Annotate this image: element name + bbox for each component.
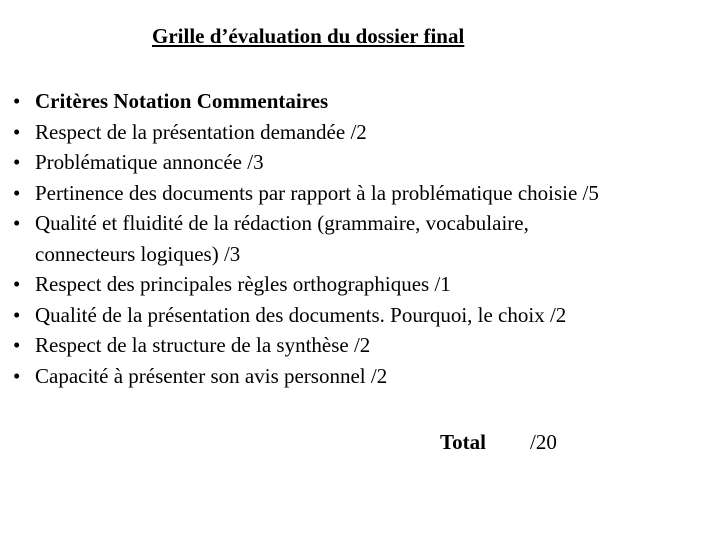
criterion-text-continuation: connecteurs logiques) /3 bbox=[35, 241, 241, 266]
criterion-text: Problématique annoncée /3 bbox=[35, 150, 264, 174]
list-item bbox=[0, 269, 599, 300]
criterion-text: Respect de la structure de la synthèse /2 bbox=[35, 333, 371, 357]
criterion-text: Capacité à présenter son avis personnel /2 bbox=[35, 363, 388, 388]
criteria-list bbox=[0, 86, 599, 391]
bullet-icon: • bbox=[13, 119, 21, 144]
list-item bbox=[0, 178, 599, 209]
total-label: Total bbox=[440, 430, 486, 454]
criterion-text: Qualité de la présentation des documents. Pourquoi, le choix /2 bbox=[35, 302, 567, 327]
list-item-header bbox=[0, 86, 599, 117]
criterion-text: Respect des principales règles orthographiques /1 bbox=[35, 272, 451, 296]
bullet-icon: • bbox=[13, 89, 21, 113]
page-title: Grille d’évaluation du dossier final bbox=[152, 24, 465, 48]
list-item bbox=[0, 361, 599, 392]
criteria-header-text: Critères Notation Commentaires bbox=[35, 89, 329, 113]
criterion-text: Respect de la présentation demandée /2 bbox=[35, 119, 367, 144]
bullet-icon: • bbox=[13, 211, 21, 235]
criterion-text: Pertinence des documents par rapport à la problématique choisie /5 bbox=[35, 180, 599, 205]
bullet-icon: • bbox=[13, 333, 21, 357]
total-value: /20 bbox=[530, 430, 557, 454]
bullet-icon: • bbox=[13, 363, 21, 388]
list-item bbox=[0, 117, 599, 148]
list-item bbox=[0, 147, 599, 178]
bullet-icon: • bbox=[13, 272, 21, 296]
list-item bbox=[0, 330, 599, 361]
list-item bbox=[0, 300, 599, 331]
bullet-icon: • bbox=[13, 180, 21, 205]
list-item bbox=[0, 208, 599, 269]
bullet-icon: • bbox=[13, 302, 21, 327]
criterion-text: Qualité et fluidité de la rédaction (grammaire, vocabulaire, bbox=[35, 211, 529, 235]
bullet-icon: • bbox=[13, 150, 21, 174]
